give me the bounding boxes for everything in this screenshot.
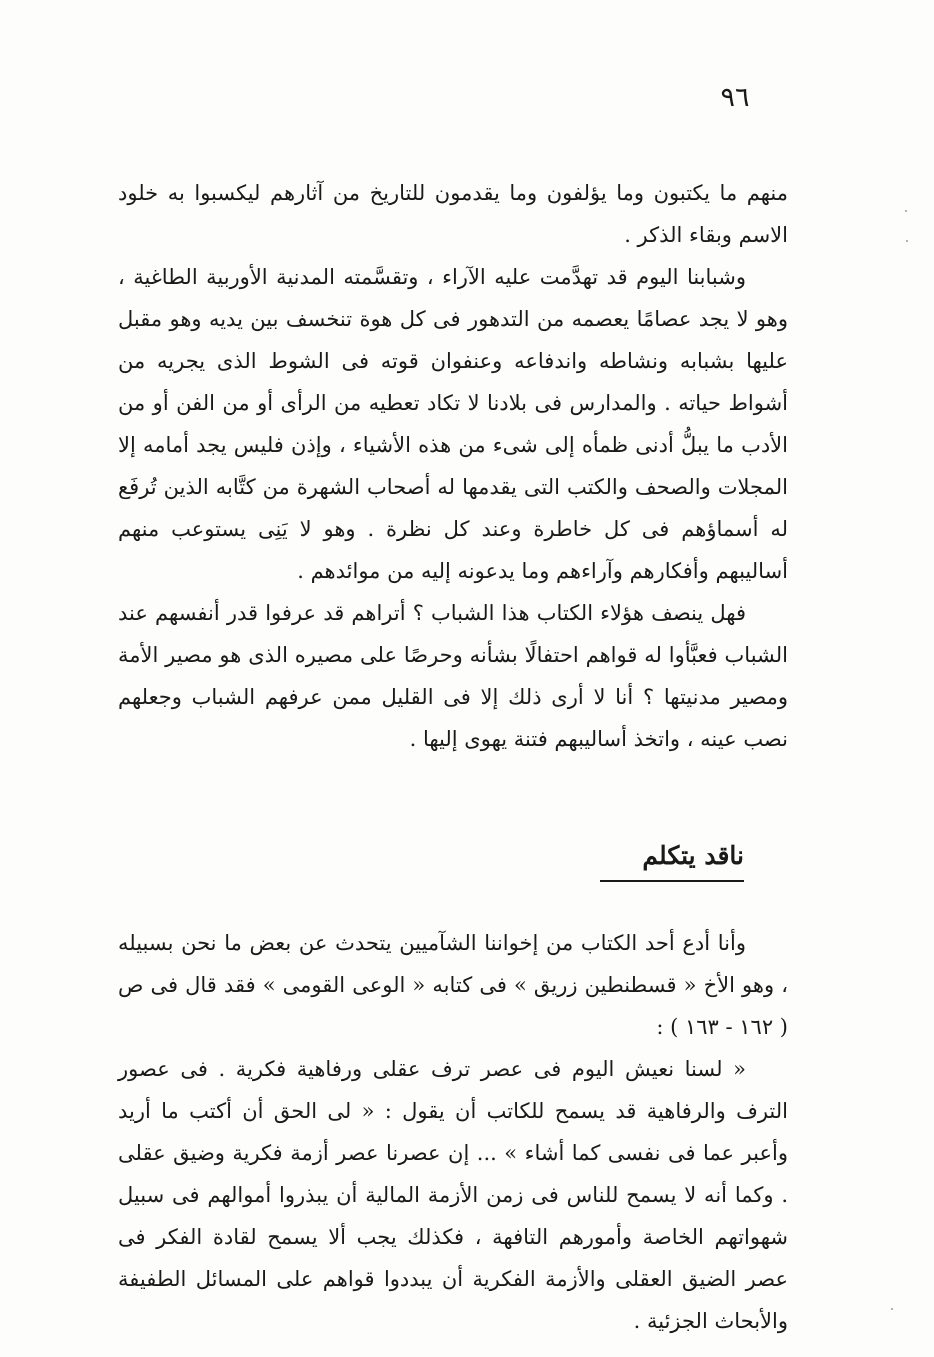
text-block-bottom — [118, 922, 788, 1342]
scan-speck — [906, 240, 908, 242]
text-block-top — [118, 172, 788, 760]
quoted-paragraph: « لسنا نعيش اليوم فى عصر ترف عقلى ورفاهية فكرية . فى عصور الترف والرفاهية قد يسمح للكاتب أن يقول : « لى الحق أن أكتب ما أريد وأعبر عما فى نفسى كما أشاء » ... إن عصرنا عصر أزمة فكرية وضيق عقلى . وكما أنه لا يسمح للناس فى زمن الأزمة المالية أن يبذروا أموالهم فى سبيل شهواتهم الخاصة وأمورهم التافهة ، فكذلك يجب ألا يسمح لقادة الفكر فى عصر الضيق العقلى والأزمة الفكرية أن يبددوا قواهم على المسائل الطفيفة والأبحاث الجزئية . — [118, 1057, 788, 1333]
scan-speck — [905, 210, 907, 212]
paragraph: وأنا أدع أحد الكتاب من إخواننا الشآميين يتحدث عن بعض ما نحن بسبيله ، وهو الأخ « قسطنطين زريق » فى كتابه « الوعى القومى » فقد قال فى ص ( ١٦٢ - ١٦٣ ) : — [118, 931, 788, 1039]
paragraph: منهم ما يكتبون وما يؤلفون وما يقدمون للتاريخ من آثارهم ليكسبوا به خلود الاسم وبقاء الذكر . — [118, 181, 788, 247]
page-number: ٩٦ — [720, 82, 750, 113]
paragraph: وشبابنا اليوم قد تهدَّمت عليه الآراء ، وتقسَّمته المدنية الأوربية الطاغية ، وهو لا يجد عصامًا يعصمه من التدهور فى كل هوة تنخسف بين يديه وهو مقبل عليها بشبابه ونشاطه واندفاعه وعنفوان قوته فى الشوط الذى يجريه من أشواط حياته . والمدارس فى بلادنا لا تكاد تعطيه من الرأى أو من الفن أو من الأدب ما يبلُّ أدنى ظمأه إلى شىء من هذه الأشياء ، وإذن فليس يجد أمامه إلا المجلات والصحف والكتب التى يقدمها له أصحاب الشهرة من كتَّابه الذين تُرفَع له أسماؤهم فى كل خاطرة وعند كل نظرة . وهو لا يَنِى يستوعب منهم أساليبهم وأفكارهم وآراءهم وما يدعونه إليه من موائدهم . — [118, 265, 788, 583]
paragraph: فهل ينصف هؤلاء الكتاب هذا الشباب ؟ أتراهم قد عرفوا قدر أنفسهم عند الشباب فعبَّأوا له قواهم احتفالًا بشأنه وحرصًا على مصيره الذى هو مصير الأمة ومصير مدنيتها ؟ أنا لا أرى ذلك إلا فى القليل ممن عرفهم الشباب وجعلهم نصب عينه ، واتخذ أساليبهم فتنة يهوى إليها . — [118, 601, 788, 751]
scan-speck — [891, 1308, 893, 1310]
section-heading: ناقد يتكلم — [600, 836, 744, 882]
